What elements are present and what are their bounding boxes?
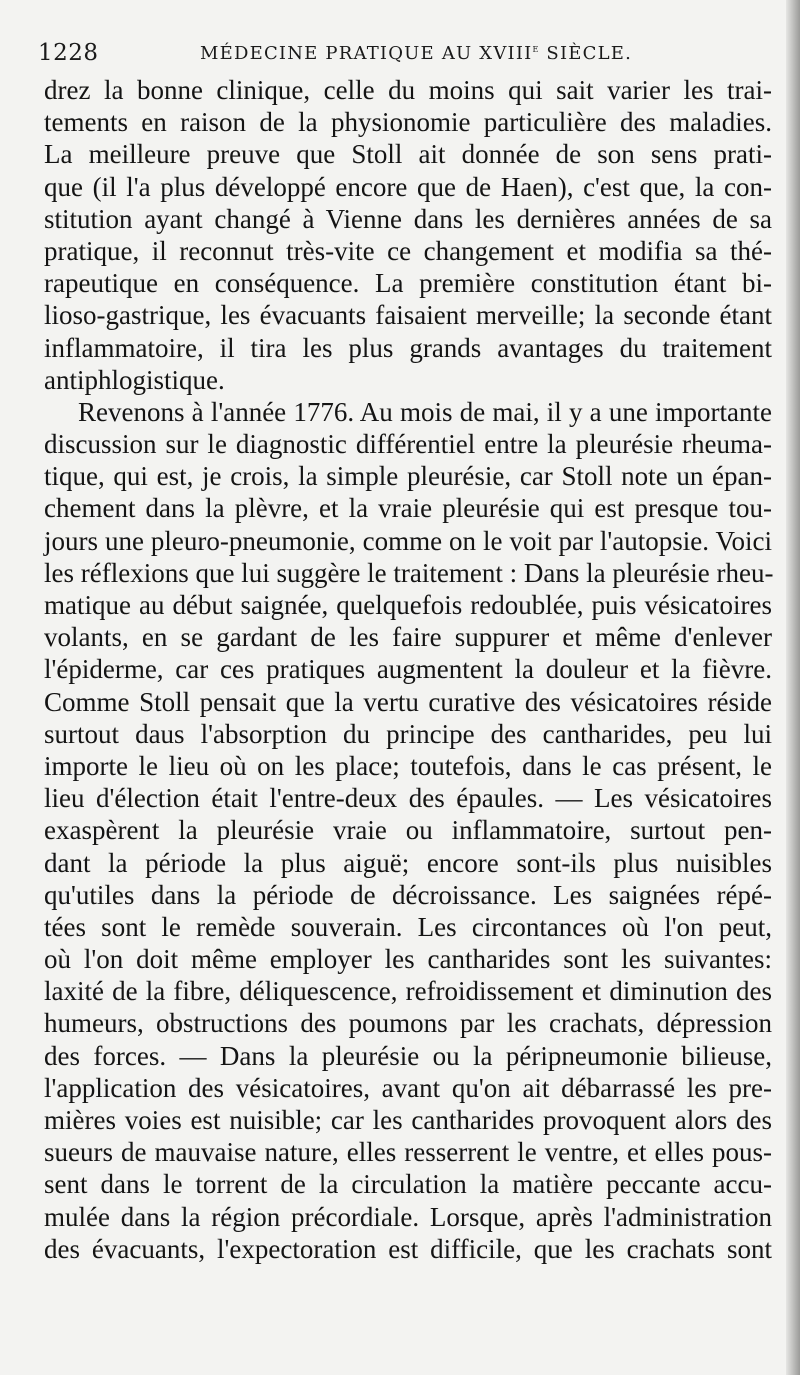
- text-line: l'épiderme, car ces pratiques augmentent la douleur et la fièvre.: [44, 654, 772, 685]
- text-line: exaspèrent la pleurésie vraie ou inflammatoire, surtout pen-: [44, 815, 772, 846]
- text-line: rapeutique en conséquence. La première constitution étant bi-: [44, 268, 772, 299]
- text-line: les réflexions que lui suggère le traitement : Dans la pleurésie rheu-: [44, 557, 774, 588]
- text-line: inflammatoire, il tira les plus grands avantages du traitement: [44, 332, 772, 363]
- text-line: mières voies est nuisible; car les cantharides provoquent alors des: [44, 1105, 772, 1135]
- text-line: La meilleure preuve que Stoll ait donnée de son sens prati-: [44, 139, 772, 170]
- body-text: [44, 74, 772, 1265]
- text-line: Comme Stoll pensait que la vertu curative des vésicatoires réside: [44, 686, 772, 717]
- text-line: sent dans le torrent de la circulation la matière peccante accu-: [44, 1169, 772, 1200]
- text-line: sueurs de mauvaise nature, elles resserrent le ventre, et elles pous-: [44, 1137, 772, 1168]
- text-line: humeurs, obstructions des poumons par les crachats, dépression: [44, 1008, 772, 1039]
- running-head-title: MÉDECINE PRATIQUE AU XVIII: [200, 43, 533, 64]
- text-line: tique, qui est, je crois, la simple pleurésie, car Stoll note un épan-: [44, 461, 772, 492]
- text-line: lieu d'élection était l'entre-deux des épaules. — Les vésicatoires: [44, 783, 772, 814]
- text-line: importe le lieu où on les place; toutefois, dans le cas présent, le: [44, 750, 772, 781]
- text-line: des évacuants, l'expectoration est difficile, que les crachats sont: [44, 1233, 772, 1264]
- text-line: discussion sur le diagnostic différentiel entre la pleurésie rheuma-: [44, 429, 772, 460]
- text-line: l'application des vésicatoires, avant qu'on ait débarrassé les pre-: [44, 1072, 772, 1103]
- text-line: antiphlogistique.: [44, 364, 225, 395]
- text-line: tements en raison de la physionomie particulière des maladies.: [44, 107, 772, 138]
- text-line: où l'on doit même employer les cantharides sont les suivantes:: [44, 944, 772, 975]
- text-line: mulée dans la région précordiale. Lorsque, après l'administration: [44, 1201, 772, 1232]
- text-line: matique au début saignée, quelquefois redoublée, puis vésicatoires: [44, 590, 772, 620]
- running-head: [200, 42, 632, 64]
- text-line: volants, en se gardant de les faire suppurer et même d'enlever: [44, 622, 772, 653]
- text-line: que (il l'a plus développé encore que de Haen), c'est que, la con-: [44, 171, 772, 202]
- text-line: chement dans la plèvre, et la vraie pleurésie qui est presque tou-: [44, 493, 772, 524]
- text-line: drez la bonne clinique, celle du moins qui sait varier les trai-: [44, 75, 772, 105]
- text-line: surtout daus l'absorption du principe des cantharides, peu lui: [44, 718, 772, 749]
- text-line: des forces. — Dans la pleurésie ou la péripneumonie bilieuse,: [44, 1040, 772, 1071]
- running-head-superscript: e: [532, 42, 540, 55]
- text-line: stitution ayant changé à Vienne dans les dernières années de sa: [44, 203, 772, 234]
- text-line: pratique, il reconnut très-vite ce changement et modifia sa thé-: [44, 235, 772, 266]
- text-line: tées sont le remède souverain. Les circontances où l'on peut,: [44, 911, 772, 942]
- page-number: 1228: [38, 40, 99, 66]
- text-line: lioso-gastrique, les évacuants faisaient merveille; la seconde étant: [44, 300, 772, 331]
- text-line: laxité de la fibre, déliquescence, refroidissement et diminution des: [44, 976, 772, 1007]
- scan-edge-shadow: [786, 0, 800, 1375]
- running-head-suffix: SIÈCLE.: [539, 43, 633, 64]
- text-line: qu'utiles dans la période de décroissance. Les saignées répé-: [44, 879, 772, 910]
- text-line: dant la période la plus aiguë; encore sont-ils plus nuisibles: [44, 847, 772, 878]
- text-line: Revenons à l'année 1776. Au mois de mai, il y a une importante: [78, 396, 772, 427]
- text-line: jours une pleuro-pneumonie, comme on le voit par l'autopsie. Voici: [44, 525, 772, 556]
- page-header: [38, 38, 778, 72]
